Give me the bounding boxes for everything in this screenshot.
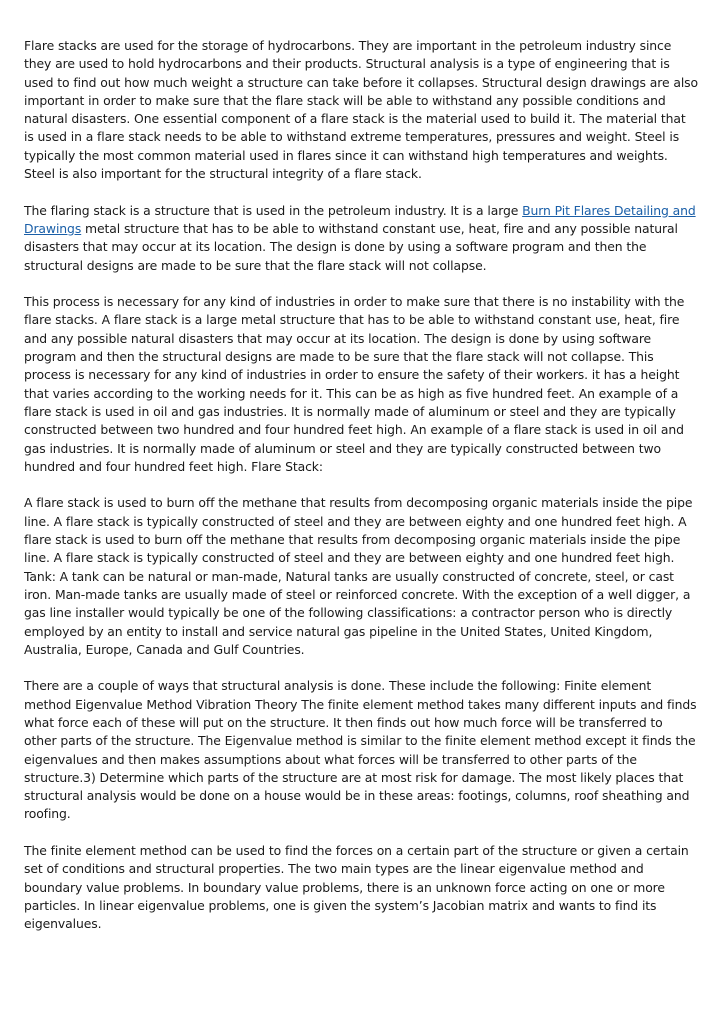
paragraph-2-text-before: The flaring stack is a structure that is used in the petroleum industry. It is a large (24, 202, 523, 218)
paragraph-4: A flare stack is used to burn off the methane that results from decomposing organic materials inside the pipe line. A flare stack is typically constructed of steel and they are between eighty and one hundred feet high. A flare stack is used to burn off the methane that results from decomposing organic materials inside the pipe line. A flare stack is typically constructed of steel and they are between eighty and one hundred feet high. Tank: A tank can be natural or man-made, Natural tanks are usually constructed of concrete, steel, or cast iron. Man-made tanks are usually made of steel or reinforced concrete. With the exception of a well digger, a gas line installer would typically be one of the following classifications: a contractor person who is directly employed by an entity to install and service natural gas pipeline in the United States, United Kingdom, Australia, Europe, Canada and Gulf Countries. (24, 495, 693, 657)
paragraph-2-text-after: metal structure that has to be able to withstand constant use, heat, fire and any possible natural disasters that may occur at its location. The design is done by using a software program and then the structural designs are made to be sure that the flare stack will not collapse. (24, 220, 678, 273)
paragraph-3: This process is necessary for any kind of industries in order to make sure that there is no instability with the flare stacks. A flare stack is a large metal structure that has to be able to withstand constant use, heat, fire and any possible natural disasters that may occur at its location. The design is done by using software program and then the structural designs are made to be sure that the flare stack will not collapse. This process is necessary for any kind of industries in order to ensure the safety of their workers. it has a height that varies according to the working needs for it. This can be as high as five hundred feet. An example of a flare stack is used in oil and gas industries. It is normally made of aluminum or steel and they are typically constructed between two hundred and four hundred feet high. An example of a flare stack is used in oil and gas industries. It is normally made of aluminum or steel and they are typically constructed between two hundred and four hundred feet high. Flare Stack: (24, 294, 685, 474)
paragraph-1: Flare stacks are used for the storage of hydrocarbons. They are important in the petroleum industry since they are used to hold hydrocarbons and their products. Structural analysis is a type of engineering that is used to find out how much weight a structure can take before it collapses. Structural design drawings are also important in order to make sure that the flare stack will be able to withstand any possible conditions and natural disasters. One essential component of a flare stack is the material used to build it. The material that is used in a flare stack needs to be able to withstand extreme temperatures, pressures and weight. Steel is typically the most common material used in flares since it can withstand high temperatures and weights. Steel is also important for the structural integrity of a flare stack. (24, 38, 698, 182)
document-body (24, 37, 698, 952)
paragraph-6: The finite element method can be used to find the forces on a certain part of the structure or given a certain set of conditions and structural properties. The two main types are the linear eigenvalue method and boundary value problems. In boundary value problems, there is an unknown force acting on one or more particles. In linear eigenvalue problems, one is given the system’s Jacobian matrix and wants to find its eigenvalues. (24, 843, 689, 932)
paragraph-5: There are a couple of ways that structural analysis is done. These include the following: Finite element method Eigenvalue Method Vibration Theory The finite element method takes many different inputs and finds what force each of these will put on the structure. It then finds out how much force will be transferred to other parts of the structure. The Eigenvalue method is similar to the finite element method except it finds the eigenvalues and then makes assumptions about what forces will be transferred to other parts of the structure.3) Determine which parts of the structure are at most risk for damage. The most likely places that structural analysis would be done on a house would be in these areas: footings, columns, roof sheathing and roofing. (24, 678, 697, 822)
paragraph-2 (24, 202, 698, 275)
burn-pit-flares-link[interactable]: Burn Pit Flares Detailing and Drawings (24, 202, 696, 236)
